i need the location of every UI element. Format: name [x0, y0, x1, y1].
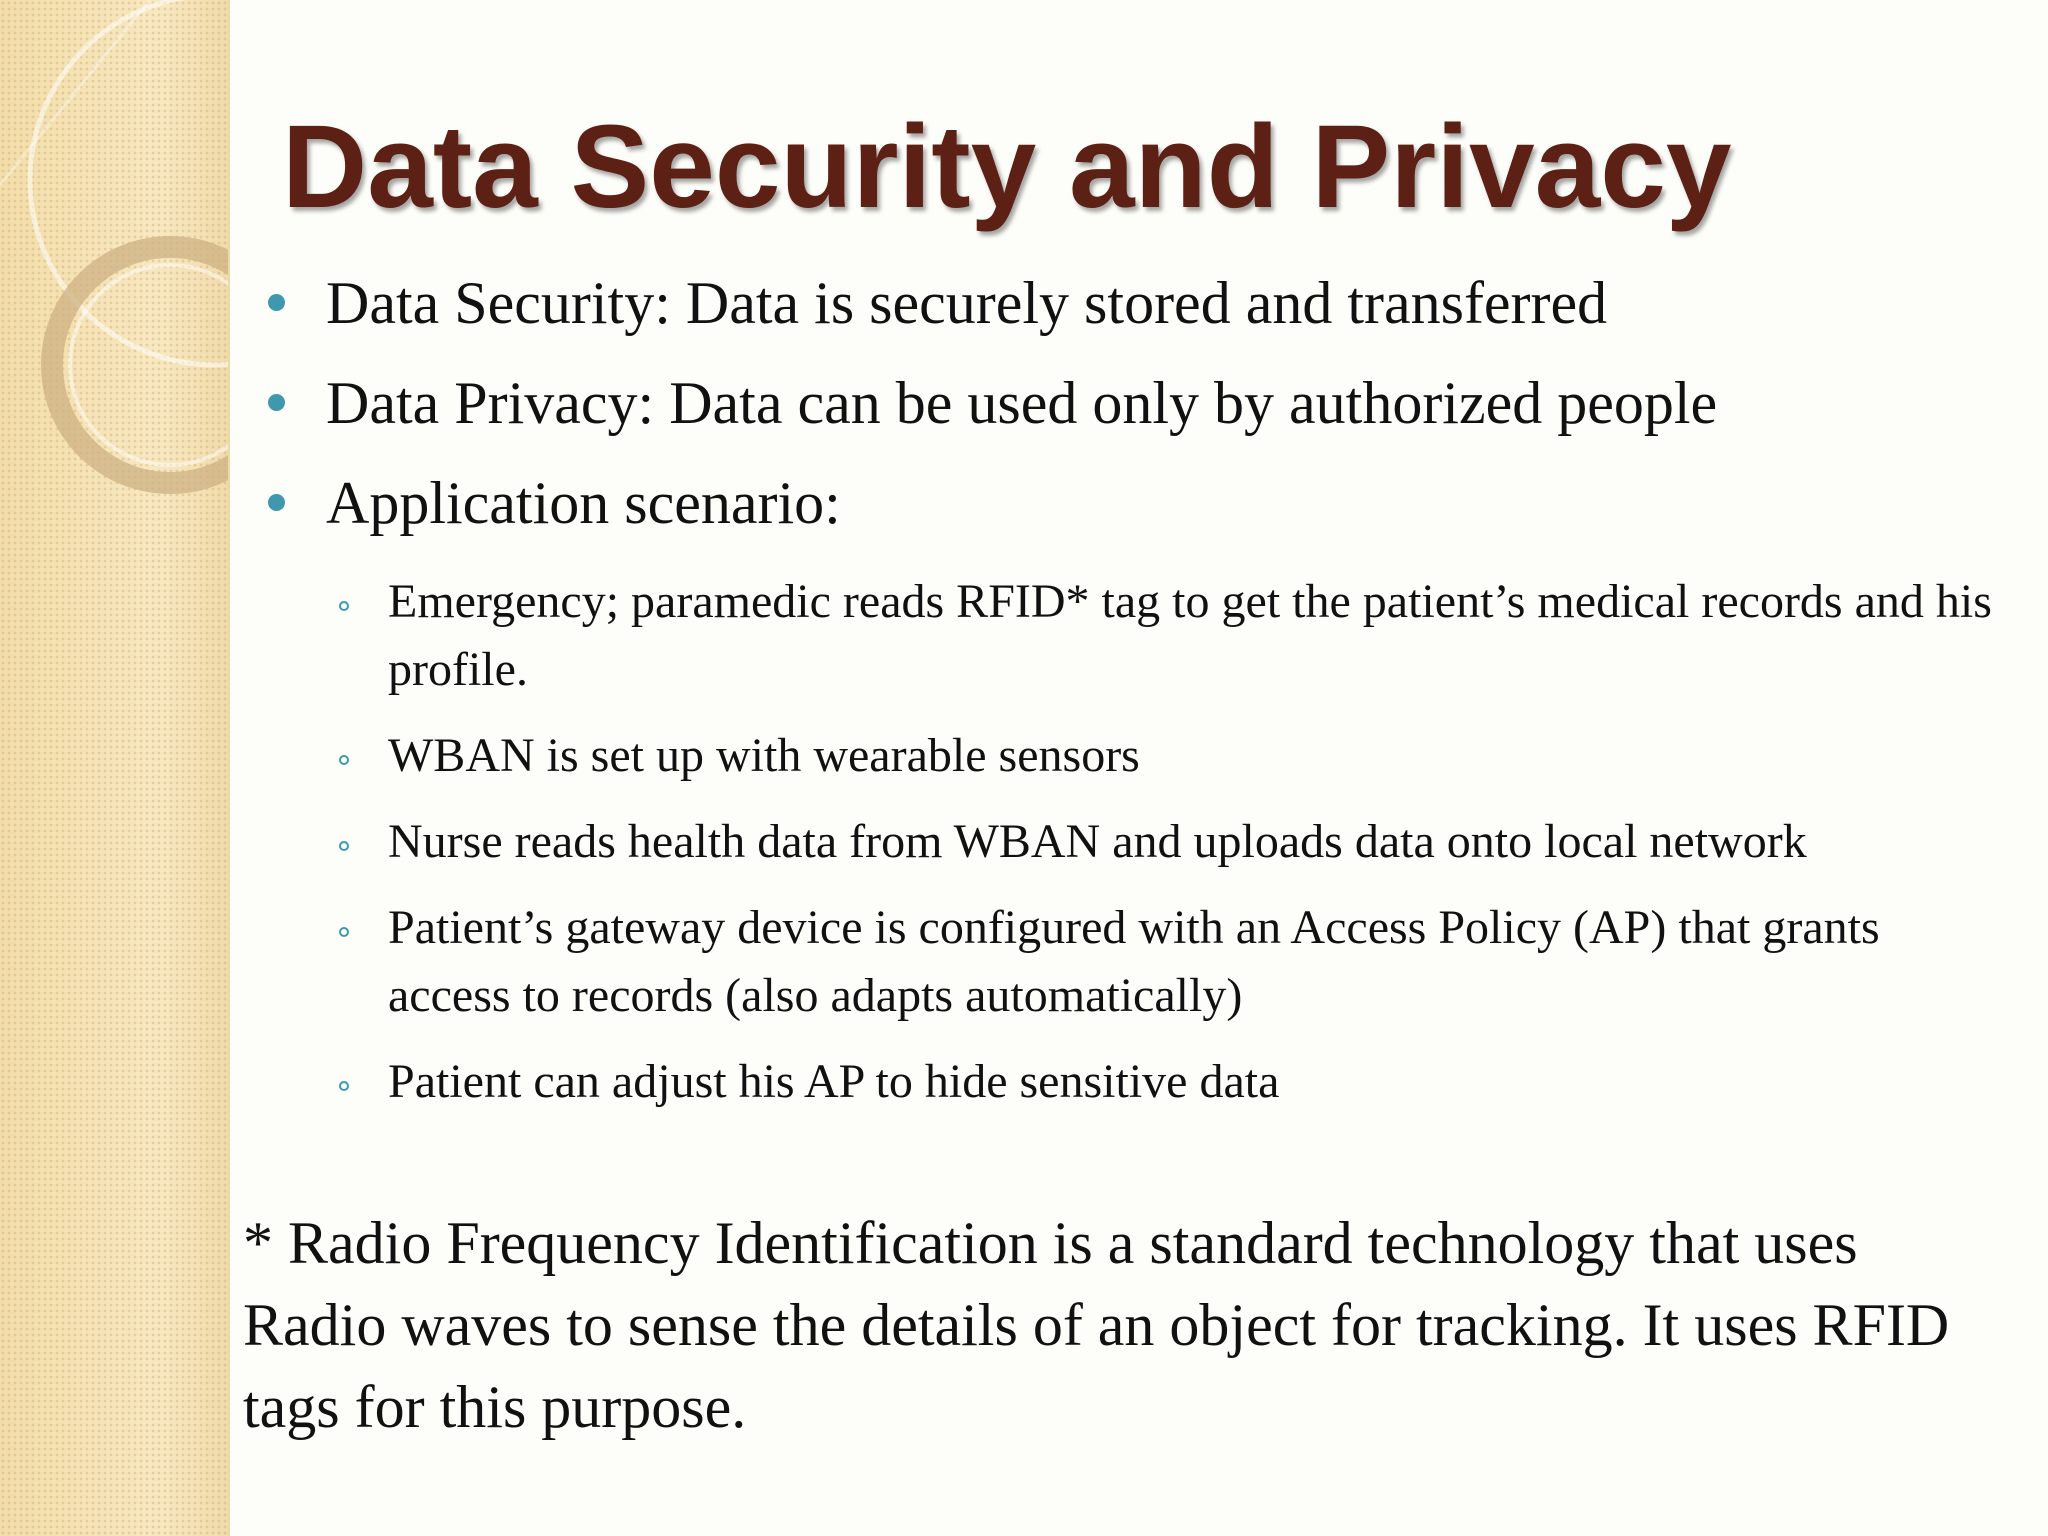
sub-bullet-item [388, 1048, 2008, 1116]
bullet-dot-icon [268, 294, 285, 311]
bullet-text: Application scenario: [326, 470, 841, 536]
bullet-list [326, 268, 2006, 568]
bullet-text: Data Privacy: Data can be used only by authorized people [326, 370, 1718, 436]
sub-bullet-list [388, 568, 2008, 1134]
sub-bullet-item [388, 808, 2008, 876]
bullet-dot-icon [268, 494, 285, 511]
slide-title: Data Security and Privacy [282, 101, 1732, 233]
sub-bullet-text: Patient’s gateway device is configured with an Access Policy (AP) that grants access to records (also adapts automatically) [388, 901, 1880, 1022]
bullet-item [326, 268, 2006, 338]
bullet-dot-icon [268, 394, 285, 411]
bullet-item [326, 368, 2006, 438]
bullet-ring-icon [339, 927, 349, 937]
decorative-sidebar [0, 0, 230, 1536]
bullet-item [326, 468, 2006, 538]
bullet-ring-icon [339, 1081, 349, 1091]
sub-bullet-text: Nurse reads health data from WBAN and uploads data onto local network [388, 815, 1807, 868]
bullet-ring-icon [339, 841, 349, 851]
sub-bullet-text: Emergency; paramedic reads RFID* tag to get the patient’s medical records and his profile. [388, 575, 1992, 696]
sub-bullet-item [388, 722, 2008, 790]
decorative-rings [0, 0, 228, 1536]
sub-bullet-item [388, 568, 2008, 704]
bullet-ring-icon [339, 601, 349, 611]
sub-bullet-item [388, 894, 2008, 1030]
footnote-text: * Radio Frequency Identification is a standard technology that uses Radio waves to sense the details of an object for tracking. It uses RFID tags for this purpose. [243, 1210, 1950, 1440]
bullet-text: Data Security: Data is securely stored and transferred [326, 270, 1608, 336]
sub-bullet-text: WBAN is set up with wearable sensors [388, 729, 1140, 782]
bullet-ring-icon [339, 755, 349, 765]
sub-bullet-text: Patient can adjust his AP to hide sensitive data [388, 1055, 1280, 1108]
